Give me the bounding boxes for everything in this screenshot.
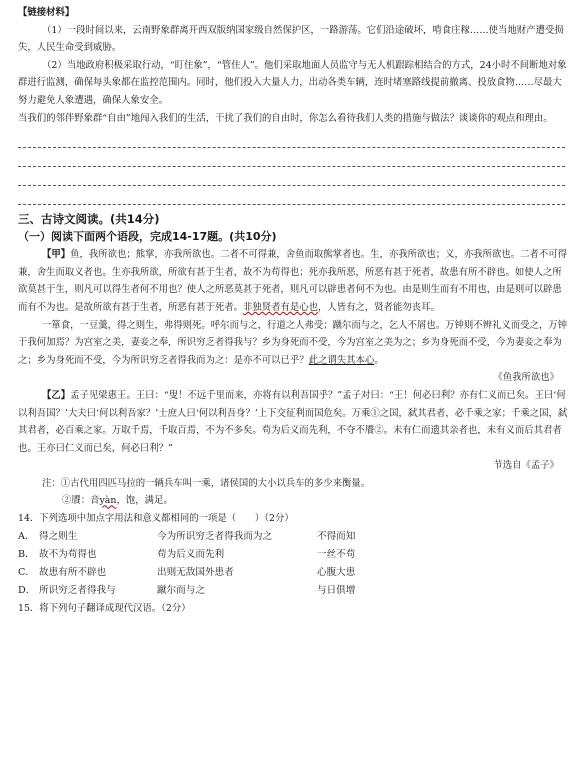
section-3-heading: 三、古诗文阅读。(共14分): [18, 212, 160, 227]
option-letter[interactable]: B．: [18, 548, 35, 560]
option-letter[interactable]: A．: [18, 530, 35, 542]
option-cell: 出则无敌国外患者: [157, 566, 234, 578]
passage-b-label: 【乙】: [42, 389, 71, 401]
question-14-stem: 14．下列选项中加点字用法和意义都相同的一项是（ ）（2分）: [18, 513, 294, 525]
passage-b-paragraph: 【乙】孟子见梁惠王。王曰：“叟！不远千里而来，亦将有以利吾国乎？”孟子对曰：“王！何必曰利？亦有仁义而已矣。王曰‘何以利吾国？’大夫曰‘何以利吾家？’士庶人曰‘何以利吾身？’上下交征利而国危矣。万乘①之国，弑其君者，必千乘之家；千乘之国，弑其君者，必百乘之家。万取千焉，千取百焉，不为不多矣。苟为后义而先利，不夺不餍②。未有仁而遗其亲者也，未有义而后其君者也。王亦曰仁义而已矣，何必曰利？”: [18, 389, 568, 454]
option-cell: 与日俱增: [317, 584, 356, 596]
option-cell: 故患有所不辟也: [39, 566, 107, 578]
question-15-stem: 15．将下列句子翻译成现代汉语。（2分）: [18, 602, 191, 614]
material-question: 当我们的邻伴野象群“自由”地闯入我们的生活，干扰了我们的自由时，你怎么看待我们人类的措施与做法？谈谈你的观点和理由。: [18, 112, 553, 124]
option-cell: 所识穷乏者得我与: [39, 584, 116, 596]
answer-lines: [18, 129, 569, 205]
note-1: 注：①古代用四匹马拉的一辆兵车叫一乘，诸侯国的大小以兵车的多少来衡量。: [42, 477, 371, 489]
answer-line[interactable]: [18, 186, 565, 205]
option-cell: 今为所识穷乏者得我而为之: [157, 530, 273, 542]
section-3-subheading: （一）阅读下面两个语段，完成14-17题。(共10分): [18, 230, 277, 244]
answer-line[interactable]: [18, 129, 565, 148]
material-paragraph-1: （1）一段时间以来，云南野象群离开西双版纳国家级自然保护区，一路游荡。它们沿途破坏，啃食庄稼……使当地财产遭受损失，人民生命受到威胁。: [18, 24, 564, 54]
wavy-underlined-phrase: 非独贤者有是心也: [243, 301, 319, 313]
option-letter[interactable]: D．: [18, 584, 36, 596]
passage-a-source: 《鱼我所欲也》: [493, 372, 559, 384]
pinyin: yàn: [99, 495, 117, 507]
material-paragraph-2: （2）当地政府积极采取行动，“盯住象”，“管住人”。他们采取地面人员监守与无人机跟踪相结合的方式，24小时不间断地对象群进行监测，确保每头象都在监控范围内。同时，他们投入大量人力，出动各类车辆，连时堵塞路线提前撤离、投放食物……尽最大努力避免人象遭遇，确保人象安全。: [18, 59, 567, 106]
option-letter[interactable]: C．: [18, 566, 35, 578]
option-cell: 得之则生: [39, 530, 78, 542]
option-cell: 一丝不苟: [317, 548, 356, 560]
question-14-options: [18, 528, 569, 600]
option-cell: 不得而知: [317, 530, 356, 542]
answer-line[interactable]: [18, 148, 565, 167]
option-cell: 故不为苟得也: [39, 548, 97, 560]
passage-a-paragraph-1: 【甲】鱼，我所欲也；熊掌，亦我所欲也。二者不可得兼，舍鱼而取熊掌者也。生，亦我所欲也；义，亦我所欲也。二者不可得兼，舍生而取义者也。生亦我所欲，所欲有甚于生者，故不为苟得也；死亦我所恶，所恶有甚于死者，故患有所不辟也。如使人之所欲莫甚于生，则凡可以得生者何不用也？使人之所恶莫甚于死者，则凡可以辟患者何不为也。由是则生而有不用也，由是则可以辟患而有不为也。是故所欲有甚于生者，所恶有甚于死者。非独贤者有是心也，人皆有之，贤者能勿丧耳。: [18, 249, 568, 313]
option-cell: 蹴尔而与之: [157, 584, 205, 596]
option-cell: 心腹大患: [317, 566, 356, 578]
answer-line[interactable]: [18, 167, 565, 186]
underlined-phrase: 此之谓失其本心: [308, 354, 375, 366]
passage-a-label: 【甲】: [42, 249, 71, 261]
option-cell: 苟为后义而先利: [157, 548, 225, 560]
passage-b-source: 节选自《孟子》: [493, 460, 559, 472]
note-2: ②餍：音yàn，饱，满足。: [62, 495, 173, 507]
passage-a-paragraph-2: 一箪食，一豆羹，得之则生，弗得则死。呼尔而与之，行道之人弗受；蹴尔而与之，乞人不屑也。万钟则不辨礼义而受之，万钟于我何加焉？为宫室之美，妻妾之奉，所识穷乏者得我与？乡为身死而不受，今为宫室之美为之；乡为身死而不受，今为妻妾之奉为之；乡为身死而不受，今为所识穷乏者得我而为之：是亦不可以已乎？此之谓失其本心。: [18, 319, 568, 366]
material-heading: 【链接材料】: [18, 7, 75, 18]
